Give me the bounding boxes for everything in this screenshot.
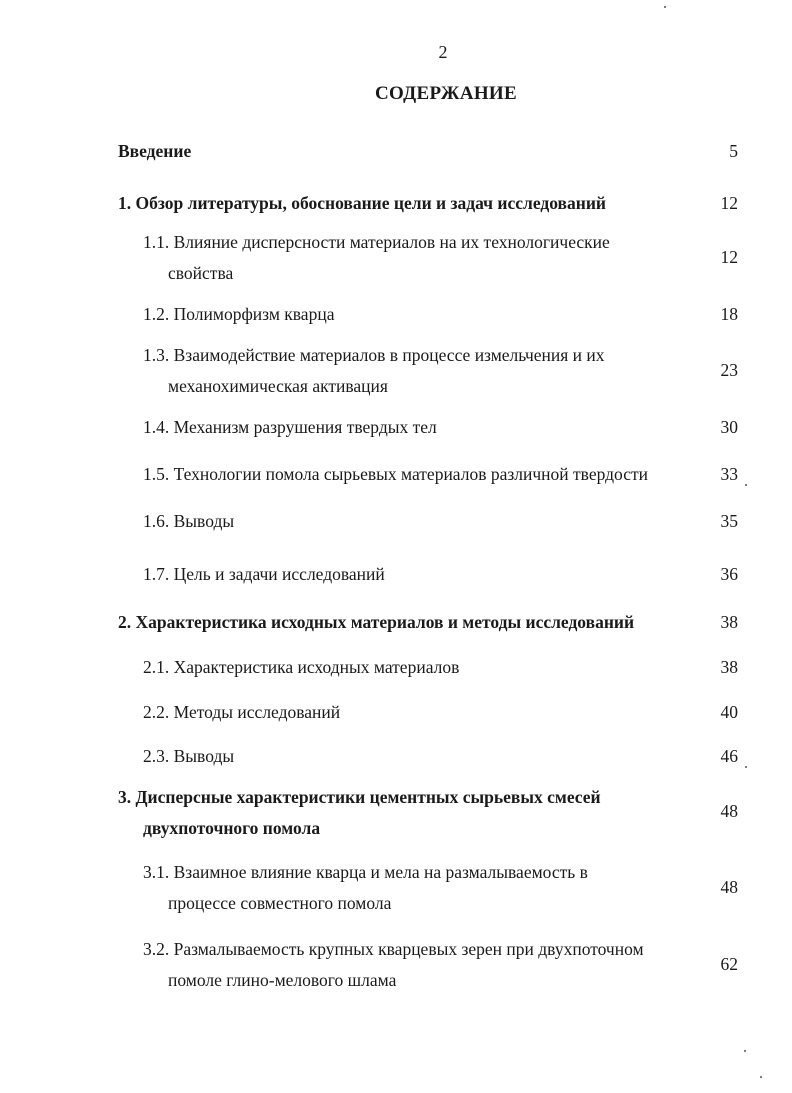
- scan-speck: [760, 1076, 762, 1078]
- toc-entry-page: 35: [720, 511, 738, 531]
- toc-entry-text: 1. Обзор литературы, обоснование цели и задач исследований: [118, 193, 607, 213]
- toc-entry-text-continued: процессе совместного помола: [168, 893, 392, 913]
- toc-entry-text-continued: свойства: [168, 263, 234, 283]
- page-number: 2: [438, 42, 448, 62]
- toc-entry-page: 48: [720, 801, 738, 821]
- toc-entry-chapter-1: [118, 188, 738, 219]
- toc-entry-text-continued: механохимическая активация: [168, 376, 388, 396]
- toc-entry-1-5: [143, 459, 738, 490]
- toc-entry-2-2: [143, 697, 738, 728]
- toc-entry-text: Введение: [118, 141, 192, 161]
- toc-entry-text: 1.2. Полиморфизм кварца: [143, 304, 335, 324]
- scan-speck: [745, 484, 747, 486]
- toc-entry-3-1: [143, 857, 738, 919]
- toc-entry-page: 36: [720, 564, 738, 584]
- toc-entry-text: 2.1. Характеристика исходных материалов: [143, 657, 460, 677]
- toc-entry-text: 1.4. Механизм разрушения твердых тел: [143, 417, 437, 437]
- toc-entry-page: 33: [720, 464, 738, 484]
- toc-entry-page: 40: [720, 702, 738, 722]
- toc-entry-text: 1.7. Цель и задачи исследований: [143, 564, 385, 584]
- toc-entry-page: 46: [720, 746, 738, 766]
- toc-entry-1-6: [143, 506, 738, 537]
- toc-entry-text: 3.1. Взаимное влияние кварца и мела на размалываемость в: [143, 862, 588, 882]
- toc-entry-chapter-3: [118, 782, 738, 844]
- toc-entry-text: 2.2. Методы исследований: [143, 702, 341, 722]
- toc-entry-3-2: [143, 934, 738, 996]
- toc-entry-page: 62: [720, 954, 738, 974]
- toc-entry-page: 30: [720, 417, 738, 437]
- toc-entry-page: 48: [720, 877, 738, 897]
- toc-entry-page: 12: [720, 247, 738, 267]
- toc-entry-text: 3.2. Размалываемость крупных кварцевых зерен при двухпоточном: [143, 939, 644, 959]
- toc-entry-2-1: [143, 652, 738, 683]
- toc-entry-text: 1.5. Технологии помола сырьевых материалов различной твердости: [143, 464, 648, 484]
- toc-entry-text: 1.1. Влияние дисперсности материалов на их технологические: [143, 232, 610, 252]
- scan-speck: [744, 1050, 746, 1052]
- toc-entry-2-3: [143, 741, 738, 772]
- page-title: СОДЕРЖАНИЕ: [375, 83, 517, 104]
- toc-entry-text: 3. Дисперсные характеристики цементных сырьевых смесей: [118, 787, 601, 807]
- scan-speck: [664, 6, 666, 8]
- toc-entry-intro: [118, 136, 738, 167]
- toc-entry-chapter-2: [118, 607, 738, 638]
- toc-entry-1-7: [143, 559, 738, 590]
- scan-speck: [745, 766, 747, 768]
- toc-entry-1-1: [143, 227, 738, 289]
- toc-entry-page: 38: [720, 612, 738, 632]
- toc-entry-text-continued: двухпоточного помола: [143, 818, 321, 838]
- toc-entry-text-continued: помоле глино-мелового шлама: [168, 970, 397, 990]
- toc-entry-text: 1.6. Выводы: [143, 511, 235, 531]
- toc-entry-page: 18: [720, 304, 738, 324]
- toc-entry-1-3: [143, 340, 738, 402]
- toc-entry-page: 38: [720, 657, 738, 677]
- toc-entry-1-4: [143, 412, 738, 443]
- toc-entry-1-2: [143, 299, 738, 330]
- toc-entry-text: 2.3. Выводы: [143, 746, 235, 766]
- toc-entry-page: 5: [729, 141, 738, 161]
- toc-entry-text: 1.3. Взаимодействие материалов в процессе измельчения и их: [143, 345, 605, 365]
- toc-entry-page: 23: [720, 360, 738, 380]
- toc-entry-page: 12: [720, 193, 738, 213]
- toc-entry-text: 2. Характеристика исходных материалов и методы исследований: [118, 612, 635, 632]
